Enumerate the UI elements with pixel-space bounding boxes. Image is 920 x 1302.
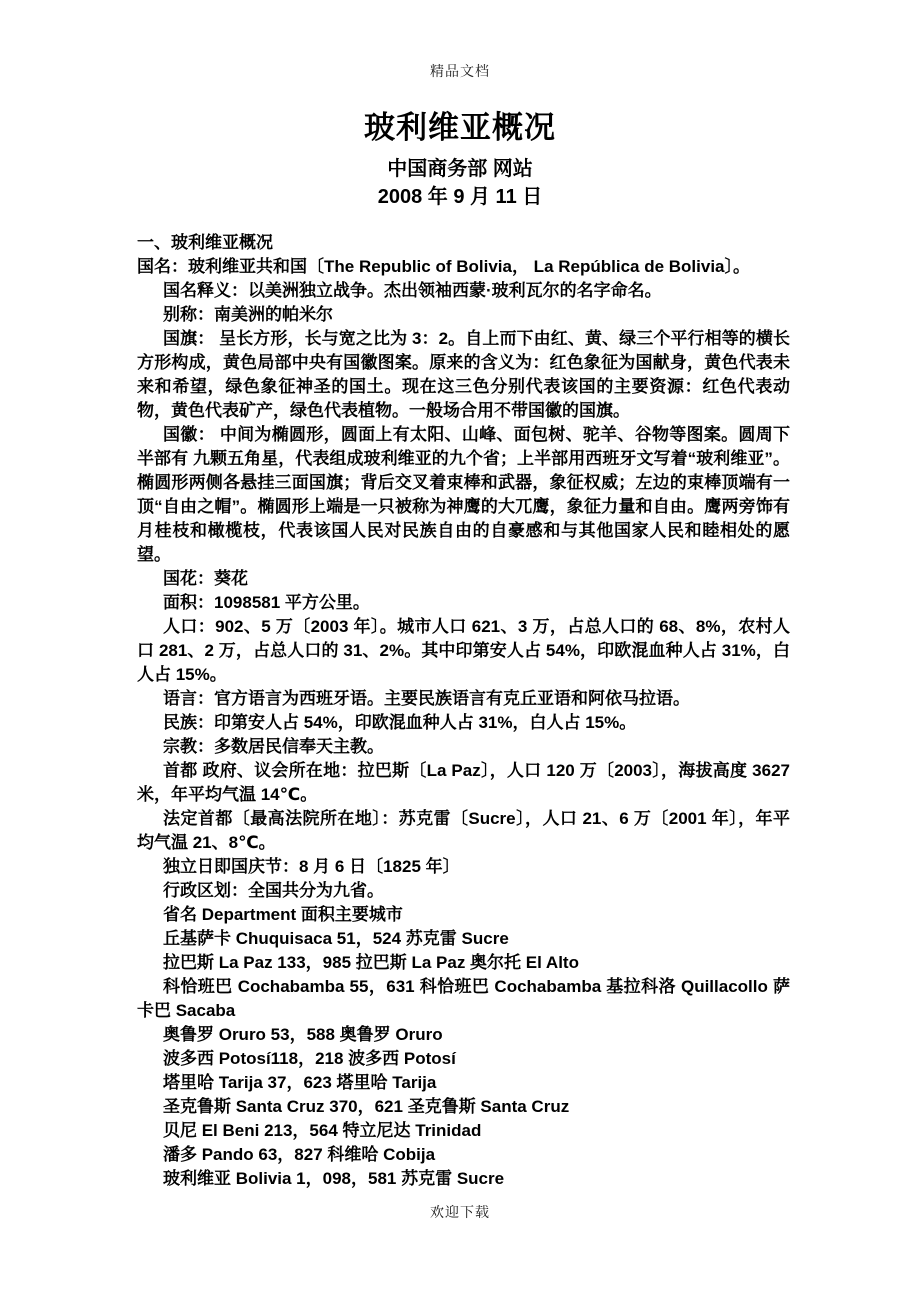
paragraph: 宗教：多数居民信奉天主教。: [163, 737, 384, 756]
paragraph: 圣克鲁斯 Santa Cruz 370，621 圣克鲁斯 Santa Cruz: [163, 1097, 570, 1116]
paragraph: 玻利维亚 Bolivia 1，098，581 苏克雷 Sucre: [163, 1169, 505, 1188]
document-date: 2008 年 9 月 11 日: [377, 186, 543, 208]
paragraph: 科恰班巴 Cochabamba 55，631 科恰班巴 Cochabamba 基拉科洛 Quillacollo 萨卡巴 Sacaba: [137, 977, 790, 1020]
paragraph: 塔里哈 Tarija 37，623 塔里哈 Tarija: [163, 1073, 437, 1092]
paragraph: 奥鲁罗 Oruro 53，588 奥鲁罗 Oruro: [163, 1025, 443, 1044]
paragraph: 丘基萨卡 Chuquisaca 51，524 苏克雷 Sucre: [163, 929, 509, 948]
document-title: 玻利维亚概况: [364, 110, 556, 145]
paragraph: 国徽： 中间为椭圆形，圆面上有太阳、山峰、面包树、驼羊、谷物等图案。圆周下半部有 九颗五角星，代表组成玻利维亚的九个省；上半部用西班牙文写着“玻利维亚”。椭圆形两侧各悬挂三面国旗；背后交叉着束棒和武器，象征权威；左边的束棒顶端有一顶“自由之帽”。椭圆形上端是一只被称为神鹰的大兀鹰，象征力量和自由。鹰两旁饰有月桂枝和橄榄枝，代表该国人民对民族自由的自豪感和与其他国家人民和睦相处的愿望。: [137, 425, 790, 564]
paragraph: 行政区划：全国共分为九省。: [163, 881, 384, 900]
header-watermark: 精品文档: [430, 65, 490, 80]
paragraph: 国花：葵花: [163, 569, 248, 588]
paragraph: 潘多 Pando 63，827 科维哈 Cobija: [163, 1145, 436, 1164]
paragraph: 民族：印第安人占 54%，印欧混血种人占 31%，白人占 15%。: [163, 713, 637, 732]
paragraph: 人口：902、5 万〔2003 年〕。城市人口 621、3 万，占总人口的 68、8%，农村人口 281、2 万，占总人口的 31、2%。其中印第安人占 54%，印欧混血种人占 31%，白人占 15%。: [137, 617, 790, 684]
paragraph: 语言：官方语言为西班牙语。主要民族语言有克丘亚语和阿依马拉语。: [163, 689, 690, 708]
paragraph: 一、玻利维亚概况: [137, 233, 273, 252]
paragraph: 波多西 Potosí118，218 波多西 Potosí: [163, 1049, 456, 1068]
document-source: 中国商务部 网站: [387, 158, 533, 180]
paragraph: 别称：南美洲的帕米尔: [163, 305, 333, 324]
paragraph: 贝尼 El Beni 213，564 特立尼达 Trinidad: [163, 1121, 482, 1140]
paragraph: 省名 Department 面积主要城市: [163, 905, 403, 924]
paragraph: 国名：玻利维亚共和国〔The Republic of Bolivia， La República de Bolivia〕。: [137, 257, 751, 276]
document-body: [137, 231, 790, 1191]
paragraph: 国旗： 呈长方形，长与宽之比为 3：2。自上而下由红、黄、绿三个平行相等的横长方形构成，黄色局部中央有国徽图案。原来的含义为：红色象征为国献身，黄色代表未来和希望，绿色象征神圣的国土。现在这三色分别代表该国的主要资源：红色代表动物，黄色代表矿产，绿色代表植物。一般场合用不带国徽的国旗。: [137, 329, 790, 420]
paragraph: 法定首都〔最高法院所在地〕：苏克雷〔Sucre〕，人口 21、6 万〔2001 年〕，年平均气温 21、8℃。: [137, 809, 790, 852]
paragraph: 面积：1098581 平方公里。: [163, 593, 370, 612]
paragraph: 国名释义：以美洲独立战争。杰出领袖西蒙·玻利瓦尔的名字命名。: [163, 281, 662, 300]
footer-watermark: 欢迎下载: [430, 1206, 490, 1221]
paragraph: 拉巴斯 La Paz 133，985 拉巴斯 La Paz 奥尔托 El Alto: [163, 953, 579, 972]
paragraph: 独立日即国庆节：8 月 6 日〔1825 年〕: [163, 857, 460, 876]
paragraph: 首都 政府、议会所在地：拉巴斯〔La Paz〕，人口 120 万〔2003〕，海拔高度 3627 米，年平均气温 14℃。: [137, 761, 790, 804]
